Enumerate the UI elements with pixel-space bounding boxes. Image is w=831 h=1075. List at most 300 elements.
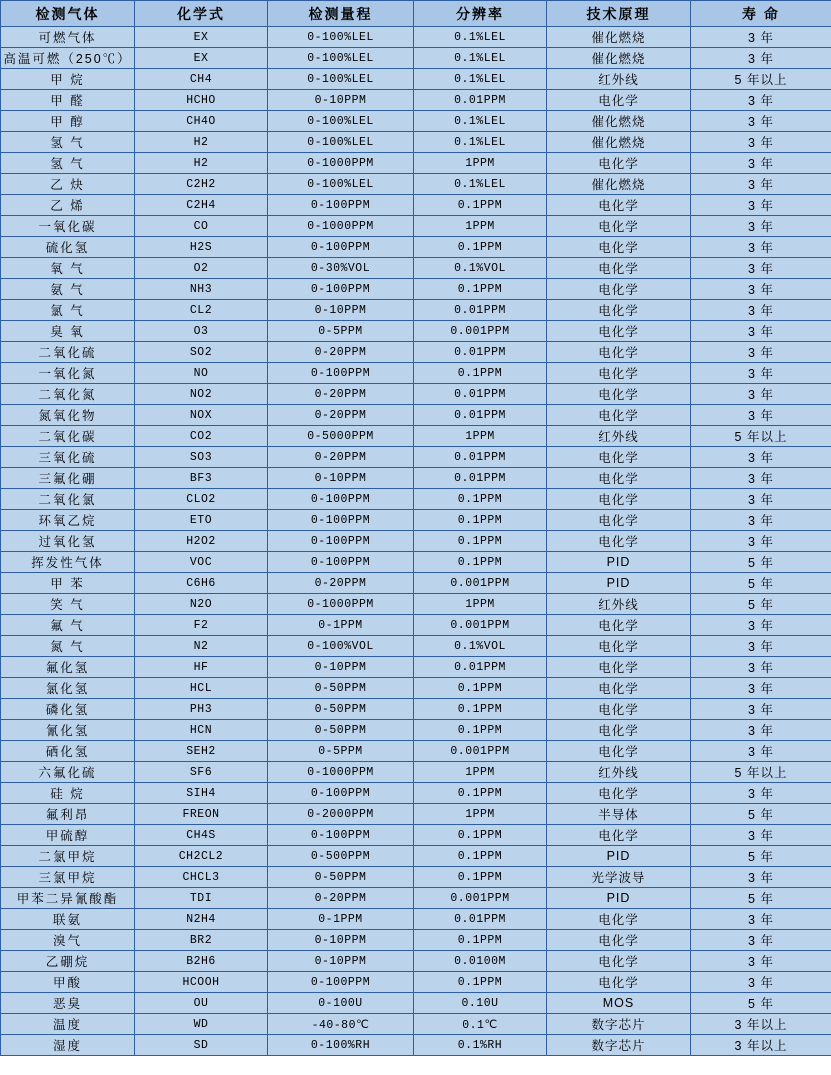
cell-resolution: 0.1PPM (414, 531, 547, 552)
cell-gas: 联氨 (1, 909, 135, 930)
cell-principle: 催化燃烧 (547, 48, 691, 69)
cell-formula: HCL (135, 678, 268, 699)
cell-principle: PID (547, 552, 691, 573)
cell-lifetime: 5 年 (691, 552, 831, 573)
cell-lifetime: 3 年 (691, 930, 831, 951)
cell-principle: 光学波导 (547, 867, 691, 888)
cell-lifetime: 3 年以上 (691, 1014, 831, 1035)
cell-resolution: 0.1%VOL (414, 258, 547, 279)
cell-lifetime: 3 年 (691, 195, 831, 216)
cell-resolution: 0.1%RH (414, 1035, 547, 1056)
cell-range: 0-100PPM (268, 783, 414, 804)
cell-formula: CO2 (135, 426, 268, 447)
cell-formula: NOX (135, 405, 268, 426)
cell-gas: 氮 气 (1, 636, 135, 657)
cell-gas: 可燃气体 (1, 27, 135, 48)
cell-resolution: 0.01PPM (414, 300, 547, 321)
table-row (1, 384, 831, 405)
table-row (1, 405, 831, 426)
cell-principle: 红外线 (547, 69, 691, 90)
cell-resolution: 0.1℃ (414, 1014, 547, 1035)
cell-formula: C6H6 (135, 573, 268, 594)
cell-principle: 电化学 (547, 783, 691, 804)
cell-principle: 电化学 (547, 468, 691, 489)
cell-resolution: 0.001PPM (414, 741, 547, 762)
cell-range: 0-10PPM (268, 90, 414, 111)
cell-lifetime: 5 年 (691, 804, 831, 825)
cell-formula: NO2 (135, 384, 268, 405)
table-row (1, 930, 831, 951)
cell-range: 0-100%RH (268, 1035, 414, 1056)
cell-lifetime: 3 年 (691, 405, 831, 426)
table-row (1, 531, 831, 552)
cell-principle: PID (547, 846, 691, 867)
cell-formula: N2 (135, 636, 268, 657)
cell-formula: CH4S (135, 825, 268, 846)
cell-gas: 一氧化氮 (1, 363, 135, 384)
cell-resolution: 0.1PPM (414, 846, 547, 867)
cell-gas: 三氟化硼 (1, 468, 135, 489)
cell-range: 0-100%LEL (268, 174, 414, 195)
cell-principle: 电化学 (547, 90, 691, 111)
cell-lifetime: 3 年 (691, 531, 831, 552)
cell-lifetime: 5 年 (691, 993, 831, 1014)
cell-range: 0-5PPM (268, 321, 414, 342)
cell-formula: CO (135, 216, 268, 237)
table-row (1, 972, 831, 993)
cell-formula: HCHO (135, 90, 268, 111)
table-header (1, 1, 831, 27)
cell-gas: 甲 醛 (1, 90, 135, 111)
cell-lifetime: 3 年 (691, 27, 831, 48)
cell-range: 0-10PPM (268, 951, 414, 972)
cell-principle: 电化学 (547, 741, 691, 762)
cell-resolution: 1PPM (414, 216, 547, 237)
cell-resolution: 1PPM (414, 153, 547, 174)
cell-gas: 温度 (1, 1014, 135, 1035)
cell-range: 0-30%VOL (268, 258, 414, 279)
table-row (1, 594, 831, 615)
cell-formula: HCN (135, 720, 268, 741)
cell-formula: SO2 (135, 342, 268, 363)
cell-lifetime: 3 年 (691, 741, 831, 762)
cell-principle: 电化学 (547, 342, 691, 363)
cell-range: 0-100PPM (268, 363, 414, 384)
cell-range: 0-2000PPM (268, 804, 414, 825)
cell-lifetime: 3 年 (691, 447, 831, 468)
cell-gas: 乙硼烷 (1, 951, 135, 972)
table-row (1, 867, 831, 888)
cell-range: 0-20PPM (268, 405, 414, 426)
cell-formula: ETO (135, 510, 268, 531)
cell-gas: 甲硫醇 (1, 825, 135, 846)
cell-gas: 三氯甲烷 (1, 867, 135, 888)
cell-range: 0-50PPM (268, 720, 414, 741)
cell-range: 0-10PPM (268, 930, 414, 951)
cell-lifetime: 3 年 (691, 657, 831, 678)
table-row (1, 762, 831, 783)
cell-principle: 电化学 (547, 489, 691, 510)
cell-gas: 甲 苯 (1, 573, 135, 594)
table-row (1, 657, 831, 678)
cell-range: 0-1000PPM (268, 216, 414, 237)
cell-formula: OU (135, 993, 268, 1014)
cell-resolution: 0.01PPM (414, 405, 547, 426)
cell-lifetime: 5 年 (691, 888, 831, 909)
table-row (1, 741, 831, 762)
cell-lifetime: 5 年以上 (691, 69, 831, 90)
cell-resolution: 0.1%LEL (414, 111, 547, 132)
table-row (1, 90, 831, 111)
cell-lifetime: 3 年 (691, 510, 831, 531)
cell-range: 0-5000PPM (268, 426, 414, 447)
cell-gas: 甲酸 (1, 972, 135, 993)
cell-formula: SEH2 (135, 741, 268, 762)
table-row (1, 615, 831, 636)
cell-lifetime: 5 年 (691, 573, 831, 594)
cell-lifetime: 3 年以上 (691, 1035, 831, 1056)
cell-principle: 电化学 (547, 636, 691, 657)
cell-gas: 笑 气 (1, 594, 135, 615)
cell-resolution: 0.1PPM (414, 825, 547, 846)
cell-resolution: 0.1PPM (414, 195, 547, 216)
table-row (1, 426, 831, 447)
cell-formula: FREON (135, 804, 268, 825)
cell-lifetime: 3 年 (691, 48, 831, 69)
cell-principle: 电化学 (547, 384, 691, 405)
cell-range: 0-20PPM (268, 447, 414, 468)
cell-lifetime: 3 年 (691, 636, 831, 657)
table-row (1, 552, 831, 573)
table-row (1, 216, 831, 237)
cell-formula: NH3 (135, 279, 268, 300)
cell-lifetime: 5 年以上 (691, 426, 831, 447)
cell-formula: WD (135, 1014, 268, 1035)
table-row (1, 279, 831, 300)
cell-resolution: 0.1PPM (414, 237, 547, 258)
cell-resolution: 0.001PPM (414, 321, 547, 342)
cell-range: 0-100%VOL (268, 636, 414, 657)
cell-gas: 硫化氢 (1, 237, 135, 258)
cell-gas: 磷化氢 (1, 699, 135, 720)
table-body (1, 27, 831, 1056)
cell-range: 0-20PPM (268, 573, 414, 594)
table-row (1, 195, 831, 216)
cell-resolution: 0.1%LEL (414, 132, 547, 153)
cell-principle: 催化燃烧 (547, 174, 691, 195)
cell-principle: 数字芯片 (547, 1014, 691, 1035)
cell-formula: SD (135, 1035, 268, 1056)
cell-principle: 催化燃烧 (547, 111, 691, 132)
cell-resolution: 0.001PPM (414, 615, 547, 636)
table-row (1, 783, 831, 804)
cell-principle: 电化学 (547, 300, 691, 321)
cell-range: 0-100PPM (268, 237, 414, 258)
cell-gas: 乙 烯 (1, 195, 135, 216)
cell-principle: 电化学 (547, 615, 691, 636)
cell-formula: B2H6 (135, 951, 268, 972)
cell-formula: EX (135, 48, 268, 69)
table-row (1, 111, 831, 132)
cell-principle: 电化学 (547, 699, 691, 720)
cell-gas: 环氧乙烷 (1, 510, 135, 531)
cell-gas: 湿度 (1, 1035, 135, 1056)
cell-range: 0-100%LEL (268, 132, 414, 153)
cell-formula: CH2CL2 (135, 846, 268, 867)
cell-lifetime: 3 年 (691, 300, 831, 321)
cell-range: 0-1000PPM (268, 153, 414, 174)
table-row (1, 510, 831, 531)
cell-formula: NO (135, 363, 268, 384)
cell-resolution: 0.1PPM (414, 972, 547, 993)
cell-lifetime: 3 年 (691, 111, 831, 132)
cell-resolution: 0.01PPM (414, 384, 547, 405)
cell-resolution: 0.1PPM (414, 678, 547, 699)
cell-principle: 电化学 (547, 531, 691, 552)
column-header-range: 检测量程 (268, 1, 414, 27)
cell-principle: 红外线 (547, 762, 691, 783)
cell-range: 0-10PPM (268, 657, 414, 678)
cell-resolution: 0.01PPM (414, 447, 547, 468)
cell-range: 0-100PPM (268, 531, 414, 552)
cell-lifetime: 3 年 (691, 720, 831, 741)
cell-principle: 电化学 (547, 153, 691, 174)
cell-range: 0-50PPM (268, 699, 414, 720)
table-row (1, 573, 831, 594)
cell-formula: C2H4 (135, 195, 268, 216)
table-row (1, 1014, 831, 1035)
cell-formula: O2 (135, 258, 268, 279)
cell-lifetime: 3 年 (691, 867, 831, 888)
cell-formula: N2O (135, 594, 268, 615)
cell-lifetime: 3 年 (691, 153, 831, 174)
cell-formula: EX (135, 27, 268, 48)
cell-gas: 六氟化硫 (1, 762, 135, 783)
cell-gas: 氟化氢 (1, 657, 135, 678)
table-row (1, 846, 831, 867)
table-row (1, 489, 831, 510)
table-row (1, 48, 831, 69)
cell-lifetime: 3 年 (691, 216, 831, 237)
table-row (1, 321, 831, 342)
cell-range: 0-100PPM (268, 279, 414, 300)
cell-principle: 电化学 (547, 279, 691, 300)
cell-range: 0-50PPM (268, 867, 414, 888)
cell-formula: VOC (135, 552, 268, 573)
cell-resolution: 1PPM (414, 426, 547, 447)
cell-resolution: 0.1%LEL (414, 69, 547, 90)
cell-resolution: 0.1PPM (414, 489, 547, 510)
cell-range: 0-100%LEL (268, 111, 414, 132)
cell-formula: F2 (135, 615, 268, 636)
cell-principle: 数字芯片 (547, 1035, 691, 1056)
cell-range: 0-100PPM (268, 825, 414, 846)
cell-range: 0-100%LEL (268, 48, 414, 69)
cell-principle: 电化学 (547, 930, 691, 951)
cell-gas: 硅 烷 (1, 783, 135, 804)
cell-gas: 甲 醇 (1, 111, 135, 132)
table-row (1, 636, 831, 657)
cell-range: 0-10PPM (268, 468, 414, 489)
table-row (1, 825, 831, 846)
cell-gas: 过氧化氢 (1, 531, 135, 552)
cell-gas: 氨 气 (1, 279, 135, 300)
cell-lifetime: 3 年 (691, 783, 831, 804)
cell-formula: BF3 (135, 468, 268, 489)
cell-lifetime: 3 年 (691, 321, 831, 342)
cell-resolution: 0.0100M (414, 951, 547, 972)
cell-formula: CHCL3 (135, 867, 268, 888)
cell-resolution: 0.1%VOL (414, 636, 547, 657)
cell-lifetime: 3 年 (691, 258, 831, 279)
cell-lifetime: 3 年 (691, 678, 831, 699)
cell-lifetime: 3 年 (691, 951, 831, 972)
cell-formula: CLO2 (135, 489, 268, 510)
table-row (1, 237, 831, 258)
cell-resolution: 0.001PPM (414, 888, 547, 909)
table-row (1, 1035, 831, 1056)
cell-range: 0-1PPM (268, 615, 414, 636)
cell-lifetime: 3 年 (691, 237, 831, 258)
table-row (1, 258, 831, 279)
cell-principle: MOS (547, 993, 691, 1014)
column-header-principle: 技术原理 (547, 1, 691, 27)
cell-range: 0-100U (268, 993, 414, 1014)
cell-resolution: 0.10U (414, 993, 547, 1014)
cell-resolution: 0.1%LEL (414, 48, 547, 69)
cell-formula: HF (135, 657, 268, 678)
cell-range: 0-20PPM (268, 342, 414, 363)
cell-lifetime: 3 年 (691, 489, 831, 510)
cell-range: 0-100PPM (268, 489, 414, 510)
cell-gas: 恶臭 (1, 993, 135, 1014)
cell-gas: 高温可燃（250℃） (1, 48, 135, 69)
column-header-gas: 检测气体 (1, 1, 135, 27)
column-header-formula: 化学式 (135, 1, 268, 27)
table-header-row (1, 1, 831, 27)
cell-principle: 红外线 (547, 426, 691, 447)
cell-formula: C2H2 (135, 174, 268, 195)
cell-principle: 电化学 (547, 510, 691, 531)
cell-principle: 电化学 (547, 678, 691, 699)
cell-formula: H2S (135, 237, 268, 258)
cell-lifetime: 5 年 (691, 594, 831, 615)
cell-range: -40-80℃ (268, 1014, 414, 1035)
cell-resolution: 0.01PPM (414, 909, 547, 930)
cell-lifetime: 3 年 (691, 132, 831, 153)
table-row (1, 300, 831, 321)
cell-resolution: 0.01PPM (414, 90, 547, 111)
cell-formula: SIH4 (135, 783, 268, 804)
cell-resolution: 0.1PPM (414, 279, 547, 300)
cell-formula: SF6 (135, 762, 268, 783)
cell-gas: 乙 炔 (1, 174, 135, 195)
cell-formula: N2H4 (135, 909, 268, 930)
table-row (1, 69, 831, 90)
cell-range: 0-10PPM (268, 300, 414, 321)
cell-range: 0-100PPM (268, 510, 414, 531)
cell-range: 0-1PPM (268, 909, 414, 930)
column-header-resolution: 分辨率 (414, 1, 547, 27)
cell-principle: 电化学 (547, 972, 691, 993)
cell-gas: 氮氧化物 (1, 405, 135, 426)
cell-formula: BR2 (135, 930, 268, 951)
cell-lifetime: 5 年以上 (691, 762, 831, 783)
cell-gas: 氧 气 (1, 258, 135, 279)
cell-formula: H2O2 (135, 531, 268, 552)
cell-gas: 一氧化碳 (1, 216, 135, 237)
cell-resolution: 1PPM (414, 762, 547, 783)
cell-lifetime: 5 年 (691, 846, 831, 867)
cell-gas: 氢 气 (1, 132, 135, 153)
cell-range: 0-20PPM (268, 888, 414, 909)
cell-lifetime: 3 年 (691, 384, 831, 405)
cell-gas: 溴气 (1, 930, 135, 951)
cell-resolution: 0.1PPM (414, 720, 547, 741)
cell-principle: PID (547, 573, 691, 594)
cell-formula: CL2 (135, 300, 268, 321)
cell-formula: PH3 (135, 699, 268, 720)
cell-formula: CH4 (135, 69, 268, 90)
cell-principle: 电化学 (547, 258, 691, 279)
cell-principle: 电化学 (547, 657, 691, 678)
cell-principle: 电化学 (547, 321, 691, 342)
cell-resolution: 0.1%LEL (414, 27, 547, 48)
cell-principle: 电化学 (547, 951, 691, 972)
cell-lifetime: 3 年 (691, 909, 831, 930)
cell-principle: 电化学 (547, 405, 691, 426)
table-row (1, 804, 831, 825)
cell-resolution: 1PPM (414, 804, 547, 825)
table-row (1, 993, 831, 1014)
table-row (1, 153, 831, 174)
cell-formula: SO3 (135, 447, 268, 468)
table-row (1, 447, 831, 468)
cell-range: 0-100%LEL (268, 27, 414, 48)
cell-lifetime: 3 年 (691, 972, 831, 993)
cell-gas: 二氧化硫 (1, 342, 135, 363)
table-row (1, 468, 831, 489)
cell-principle: 红外线 (547, 594, 691, 615)
cell-lifetime: 3 年 (691, 615, 831, 636)
cell-range: 0-100PPM (268, 972, 414, 993)
table-row (1, 342, 831, 363)
cell-range: 0-100PPM (268, 195, 414, 216)
cell-resolution: 0.001PPM (414, 573, 547, 594)
cell-resolution: 0.1PPM (414, 867, 547, 888)
table-row (1, 909, 831, 930)
cell-gas: 甲苯二异氰酸酯 (1, 888, 135, 909)
cell-principle: 电化学 (547, 363, 691, 384)
cell-principle: PID (547, 888, 691, 909)
cell-principle: 电化学 (547, 909, 691, 930)
cell-resolution: 0.01PPM (414, 342, 547, 363)
cell-range: 0-100%LEL (268, 69, 414, 90)
cell-range: 0-500PPM (268, 846, 414, 867)
cell-gas: 臭 氧 (1, 321, 135, 342)
cell-principle: 电化学 (547, 447, 691, 468)
table-row (1, 699, 831, 720)
table-row (1, 174, 831, 195)
cell-lifetime: 3 年 (691, 468, 831, 489)
cell-resolution: 0.1PPM (414, 363, 547, 384)
cell-lifetime: 3 年 (691, 825, 831, 846)
cell-gas: 氟利昂 (1, 804, 135, 825)
table-row (1, 720, 831, 741)
cell-gas: 挥发性气体 (1, 552, 135, 573)
cell-principle: 半导体 (547, 804, 691, 825)
cell-gas: 氰化氢 (1, 720, 135, 741)
